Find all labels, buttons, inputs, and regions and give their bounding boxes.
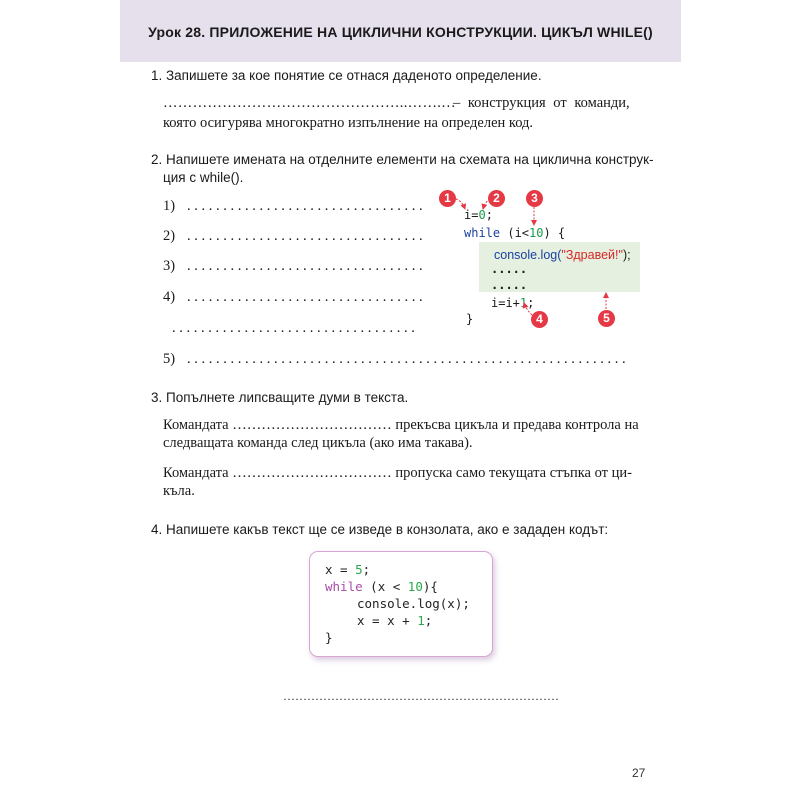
answer-dots-1: . . . . . . . . . . . . . . . . . . . . . . . . . . . . . . . . . bbox=[187, 198, 423, 214]
task4-question: 4. Напишете какъв текст ще се изведе в конзолата, ако е зададен кодът: bbox=[151, 522, 609, 537]
code-line-3: console.log(x); bbox=[357, 596, 470, 611]
task3-p2-line2: къла. bbox=[163, 483, 195, 499]
inc-pre: i=i+ bbox=[491, 296, 520, 310]
badge-4: 4 bbox=[531, 311, 548, 328]
arrow-1 bbox=[456, 199, 465, 209]
page-number: 27 bbox=[632, 766, 646, 780]
badge-5: 5 bbox=[598, 310, 615, 327]
code-l4-num: 1 bbox=[417, 613, 425, 628]
code-l1-num: 5 bbox=[355, 562, 363, 577]
code-l1-end: ; bbox=[362, 562, 371, 577]
p1-start: Командата bbox=[163, 417, 229, 433]
code-l4-end: ; bbox=[424, 613, 433, 628]
code-l1-pre: x = bbox=[325, 562, 356, 577]
answer-dots-2: . . . . . . . . . . . . . . . . . . . . . . . . . . . . . . . . . bbox=[187, 228, 423, 244]
while-keyword: while bbox=[464, 226, 501, 240]
answer-dots-5: . . . . . . . . . . . . . . . . . . . . . . . . . . . . . . . . . . . . . . . . . . . . . . . . . . . . . . . . . . . . . bbox=[187, 351, 626, 367]
body-call: console.log( bbox=[494, 248, 562, 262]
lesson-title: Урок 28. ПРИЛОЖЕНИЕ НА ЦИКЛИЧНИ КОНСТРУКЦИИ. ЦИКЪЛ WHILE() bbox=[148, 24, 653, 40]
p2-rest: пропуска само текущата стъпка от ци- bbox=[395, 465, 632, 481]
body-end: ); bbox=[622, 248, 631, 262]
diagram-arrows bbox=[440, 185, 640, 330]
body-string: "Здравей!" bbox=[561, 248, 623, 262]
while-end: ) { bbox=[543, 226, 566, 240]
code-line-2 bbox=[325, 579, 438, 594]
diagram-dots1: ..... bbox=[491, 262, 528, 276]
answer-label-3: 3) bbox=[163, 258, 176, 274]
code-l4-pre: x = x + bbox=[357, 613, 418, 628]
task3-p1-line2: следващата команда след цикъла (ако има такава). bbox=[163, 435, 473, 451]
badge-1: 1 bbox=[439, 190, 456, 207]
task3-p2-line1 bbox=[163, 465, 632, 482]
init-var: i= bbox=[464, 208, 479, 222]
while-num: 10 bbox=[529, 226, 544, 240]
code-line-1 bbox=[325, 562, 370, 577]
p2-start: Командата bbox=[163, 465, 229, 481]
code-box bbox=[309, 551, 493, 657]
inc-num: 1 bbox=[519, 296, 528, 310]
answer-label-1: 1) bbox=[163, 198, 176, 214]
answer-label-2: 2) bbox=[163, 228, 176, 244]
p1-blank: …………………………… bbox=[232, 417, 392, 433]
task3-p1-line1 bbox=[163, 417, 639, 434]
task1-blank: …………………………………………..…….… bbox=[163, 95, 456, 111]
code-l2-kw: while bbox=[325, 579, 363, 594]
task1-definition-line2: която осигурява многократно изпълнение на определен код. bbox=[163, 115, 534, 131]
arrow-4 bbox=[524, 303, 532, 315]
while-cond: (i< bbox=[500, 226, 530, 240]
diagram-close: } bbox=[466, 312, 474, 326]
code-l2-mid: (x < bbox=[362, 579, 408, 594]
task1-definition-line1: – конструкция от команди, bbox=[453, 95, 630, 111]
answer-label-5: 5) bbox=[163, 351, 176, 367]
badge-2: 2 bbox=[488, 190, 505, 207]
lesson-header bbox=[120, 0, 681, 62]
p1-rest: прекъсва цикъла и предава контрола на bbox=[395, 417, 639, 433]
p2-blank: …………………………… bbox=[232, 465, 392, 481]
task2-question-line2: ция с while(). bbox=[163, 170, 244, 185]
init-num: 0 bbox=[478, 208, 486, 222]
answer-dots-3: . . . . . . . . . . . . . . . . . . . . . . . . . . . . . . . . . bbox=[187, 258, 423, 274]
badge-3: 3 bbox=[526, 190, 543, 207]
code-line-5: } bbox=[325, 630, 333, 645]
code-l2-num: 10 bbox=[407, 579, 423, 594]
answer-dots-4b: . . . . . . . . . . . . . . . . . . . . . . . . . . . . . . . . . . bbox=[172, 320, 415, 336]
answer-label-4: 4) bbox=[163, 289, 176, 305]
diagram-dots2: ..... bbox=[491, 278, 528, 292]
code-l2-end: ){ bbox=[422, 579, 438, 594]
answer-dots-4: . . . . . . . . . . . . . . . . . . . . . . . . . . . . . . . . . bbox=[187, 289, 423, 305]
code-line-4 bbox=[357, 613, 432, 628]
task4-answer-line: …………………………………………………………… bbox=[283, 689, 559, 703]
task3-question: 3. Попълнете липсващите думи в текста. bbox=[151, 390, 409, 405]
task2-question-line1: 2. Напишете имената на отделните елементи на схемата на циклична конструк- bbox=[151, 152, 654, 167]
inc-end: ; bbox=[527, 296, 535, 310]
task1-question: 1. Запишете за кое понятие се отнася даденото определение. bbox=[151, 68, 542, 83]
init-end: ; bbox=[485, 208, 493, 222]
